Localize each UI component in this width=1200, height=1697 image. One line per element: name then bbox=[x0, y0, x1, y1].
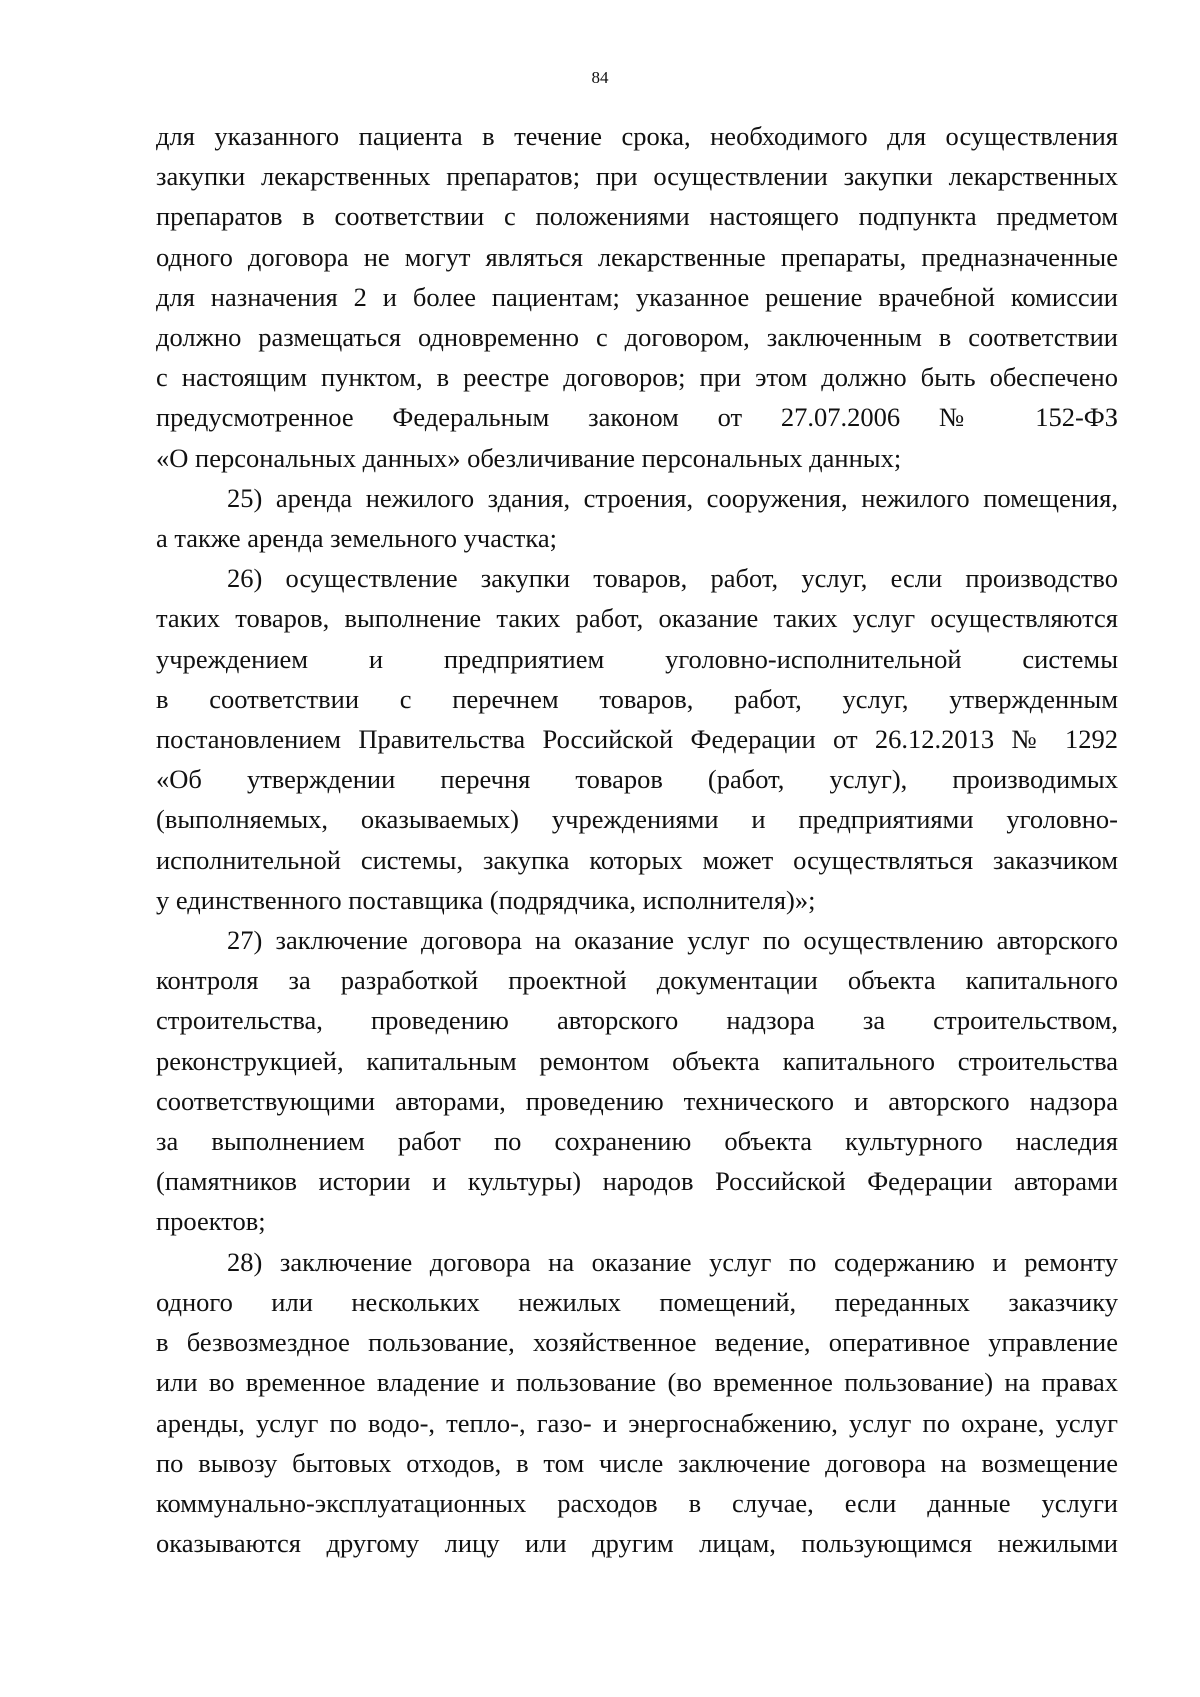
text-line: одного договора не могут являться лекарственные препараты, предназначенные bbox=[156, 241, 1118, 272]
text-line: с настоящим пунктом, в реестре договоров; при этом должно быть обеспечено bbox=[156, 362, 1118, 393]
text-line: 26) осуществление закупки товаров, работ, услуг, если производство bbox=[227, 563, 1118, 594]
text-line: 25) аренда нежилого здания, строения, сооружения, нежилого помещения, bbox=[227, 482, 1118, 513]
text-line: препаратов в соответствии с положениями настоящего подпункта предметом bbox=[156, 201, 1118, 232]
text-line: по вывозу бытовых отходов, в том числе заключение договора на возмещение bbox=[156, 1447, 1118, 1478]
text-line: в безвозмездное пользование, хозяйственное ведение, оперативное управление bbox=[156, 1327, 1118, 1358]
text-line: соответствующими авторами, проведению технического и авторского надзора bbox=[156, 1085, 1118, 1116]
text-line: (выполняемых, оказываемых) учреждениями и предприятиями уголовно- bbox=[156, 804, 1118, 835]
paragraph-item-26 bbox=[156, 558, 1118, 920]
paragraph-continuation bbox=[156, 116, 1118, 478]
text-line: закупки лекарственных препаратов; при осуществлении закупки лекарственных bbox=[156, 161, 1118, 192]
text-line: для назначения 2 и более пациентам; указанное решение врачебной комиссии bbox=[156, 281, 1118, 312]
text-line: «Об утверждении перечня товаров (работ, услуг), производимых bbox=[156, 764, 1118, 795]
text-line: проектов; bbox=[156, 1206, 266, 1237]
text-line: за выполнением работ по сохранению объекта культурного наследия bbox=[156, 1126, 1118, 1157]
text-line: (памятников истории и культуры) народов Российской Федерации авторами bbox=[156, 1166, 1118, 1197]
text-line: 27) заключение договора на оказание услуг по осуществлению авторского bbox=[227, 925, 1118, 956]
text-line: учреждением и предприятием уголовно-исполнительной системы bbox=[156, 643, 1118, 674]
text-line: или во временное владение и пользование (во временное пользование) на правах bbox=[156, 1367, 1118, 1398]
text-line: для указанного пациента в течение срока, необходимого для осуществления bbox=[156, 121, 1118, 151]
text-line: строительства, проведению авторского надзора за строительством, bbox=[156, 1005, 1118, 1036]
text-line: оказываются другому лицу или другим лицам, пользующимся нежилыми bbox=[156, 1528, 1118, 1559]
text-line: таких товаров, выполнение таких работ, оказание таких услуг осуществляются bbox=[156, 603, 1118, 634]
paragraph-item-27 bbox=[156, 920, 1118, 1242]
text-line: аренды, услуг по водо-, тепло-, газо- и энергоснабжению, услуг по охране, услуг bbox=[156, 1407, 1118, 1438]
text-line: 28) заключение договора на оказание услуг по содержанию и ремонту bbox=[227, 1246, 1118, 1277]
text-line: у единственного поставщика (подрядчика, исполнителя)»; bbox=[156, 884, 816, 915]
text-line: одного или нескольких нежилых помещений, переданных заказчику bbox=[156, 1286, 1118, 1317]
document-body bbox=[156, 116, 1118, 1563]
text-line: должно размещаться одновременно с договором, заключенным в соответствии bbox=[156, 322, 1118, 353]
paragraph-item-28 bbox=[156, 1242, 1118, 1564]
text-line: а также аренда земельного участка; bbox=[156, 523, 557, 554]
text-line: в соответствии с перечнем товаров, работ, услуг, утвержденным bbox=[156, 683, 1118, 714]
text-line: коммунально-эксплуатационных расходов в случае, если данные услуги bbox=[156, 1487, 1118, 1518]
text-line: контроля за разработкой проектной документации объекта капитального bbox=[156, 965, 1118, 996]
page-number: 84 bbox=[591, 68, 609, 87]
text-line: постановлением Правительства Российской Федерации от 26.12.2013 № 1292 bbox=[156, 724, 1118, 755]
paragraph-item-25 bbox=[156, 478, 1118, 558]
text-line: «О персональных данных» обезличивание персональных данных; bbox=[156, 442, 902, 473]
text-line: исполнительной системы, закупка которых может осуществляться заказчиком bbox=[156, 844, 1118, 875]
text-line: реконструкцией, капитальным ремонтом объекта капитального строительства bbox=[156, 1045, 1118, 1076]
text-line: предусмотренное Федеральным законом от 27.07.2006 № 152-ФЗ bbox=[156, 402, 1118, 433]
